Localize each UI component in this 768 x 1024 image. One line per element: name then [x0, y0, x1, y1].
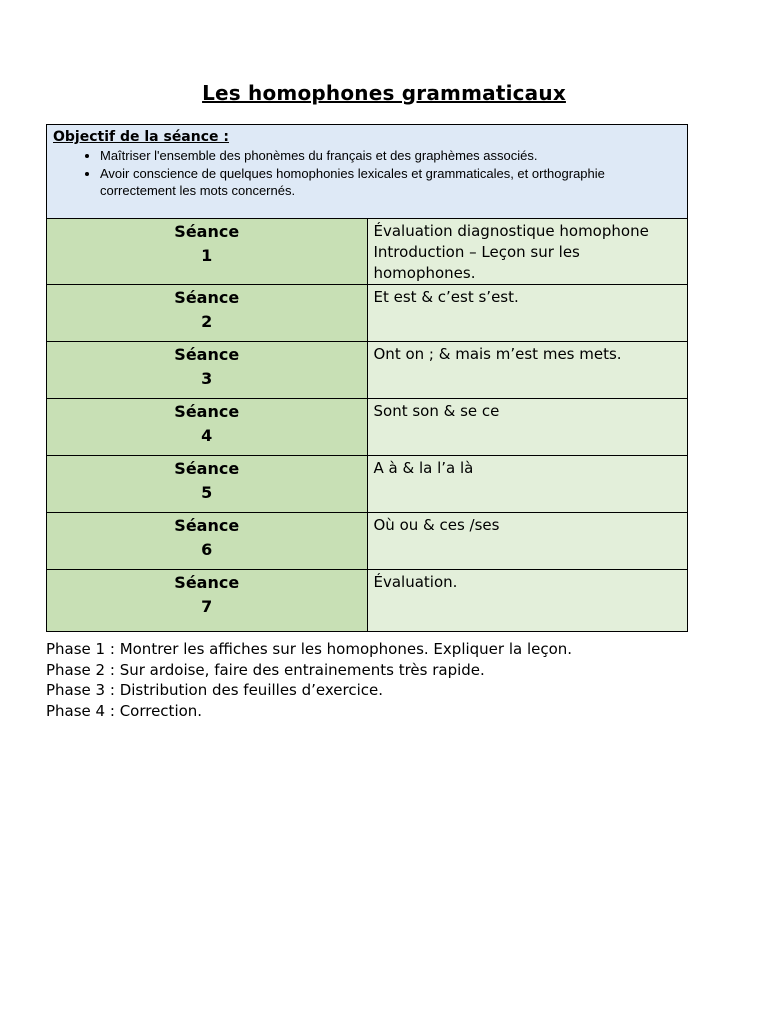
seance-label-word: Séance	[174, 516, 240, 535]
seance-number: 5	[201, 483, 213, 502]
seance-label-word: Séance	[174, 222, 240, 241]
seance-content	[367, 513, 688, 570]
seance-content	[367, 342, 688, 399]
seance-label	[47, 570, 368, 632]
seance-label	[47, 219, 368, 285]
objective-list	[53, 147, 681, 200]
seance-label	[47, 399, 368, 456]
seance-row	[47, 399, 688, 456]
seance-content-line: Ont on ; & mais m’est mes mets.	[373, 345, 622, 363]
seance-label-word: Séance	[174, 459, 240, 478]
objective-cell	[47, 125, 688, 219]
objective-row	[47, 125, 688, 219]
objective-item: • Maîtriser l'ensemble des phonèmes du français et des graphèmes associés.	[100, 147, 681, 165]
seance-label-word: Séance	[174, 288, 240, 307]
phase-line: Phase 1 : Montrer les affiches sur les homophones. Expliquer la leçon.	[46, 640, 573, 658]
seance-content-line: Où ou & ces /ses	[373, 516, 500, 534]
seance-content	[367, 285, 688, 342]
seance-content-line: Sont son & se ce	[373, 402, 500, 420]
seance-content	[367, 219, 688, 285]
seance-label-word: Séance	[174, 402, 240, 421]
seance-row	[47, 219, 688, 285]
seance-number: 7	[201, 597, 213, 616]
phase-line: Phase 2 : Sur ardoise, faire des entrainements très rapide.	[46, 660, 485, 679]
seance-label	[47, 513, 368, 570]
phases-list	[46, 639, 572, 722]
seance-row	[47, 513, 688, 570]
seance-content-line: A à & la l’a là	[373, 459, 474, 477]
seance-label-word: Séance	[174, 345, 240, 364]
seance-row	[47, 285, 688, 342]
page-title: Les homophones grammaticaux	[202, 81, 566, 105]
seance-content-line: Et est & c’est s’est.	[373, 288, 519, 306]
seance-number: 4	[201, 426, 213, 445]
objective-heading: Objectif de la séance :	[53, 129, 229, 145]
seance-content-line: Évaluation diagnostique homophone	[373, 222, 649, 240]
seance-label	[47, 285, 368, 342]
seance-row	[47, 456, 688, 513]
phase-line: Phase 4 : Correction.	[46, 702, 203, 721]
seance-number: 3	[201, 369, 213, 388]
seance-label-word: Séance	[174, 573, 240, 592]
seance-number: 2	[201, 312, 213, 331]
seance-number: 6	[201, 540, 213, 559]
seance-content-line: Évaluation.	[373, 573, 458, 591]
seance-content	[367, 456, 688, 513]
phase-line: Phase 3 : Distribution des feuilles d’exercice.	[46, 681, 384, 700]
seance-label	[47, 342, 368, 399]
seance-row	[47, 342, 688, 399]
seance-content	[367, 399, 688, 456]
seance-number: 1	[201, 246, 213, 265]
seance-content	[367, 570, 688, 632]
lesson-plan-table	[46, 124, 688, 632]
seance-label	[47, 456, 368, 513]
seance-row	[47, 570, 688, 632]
seance-content-line: Introduction – Leçon sur les homophones.	[373, 243, 580, 282]
objective-item: • Avoir conscience de quelques homophonies lexicales et grammaticales, et orthographie correctement les mots concernés.	[100, 165, 681, 200]
